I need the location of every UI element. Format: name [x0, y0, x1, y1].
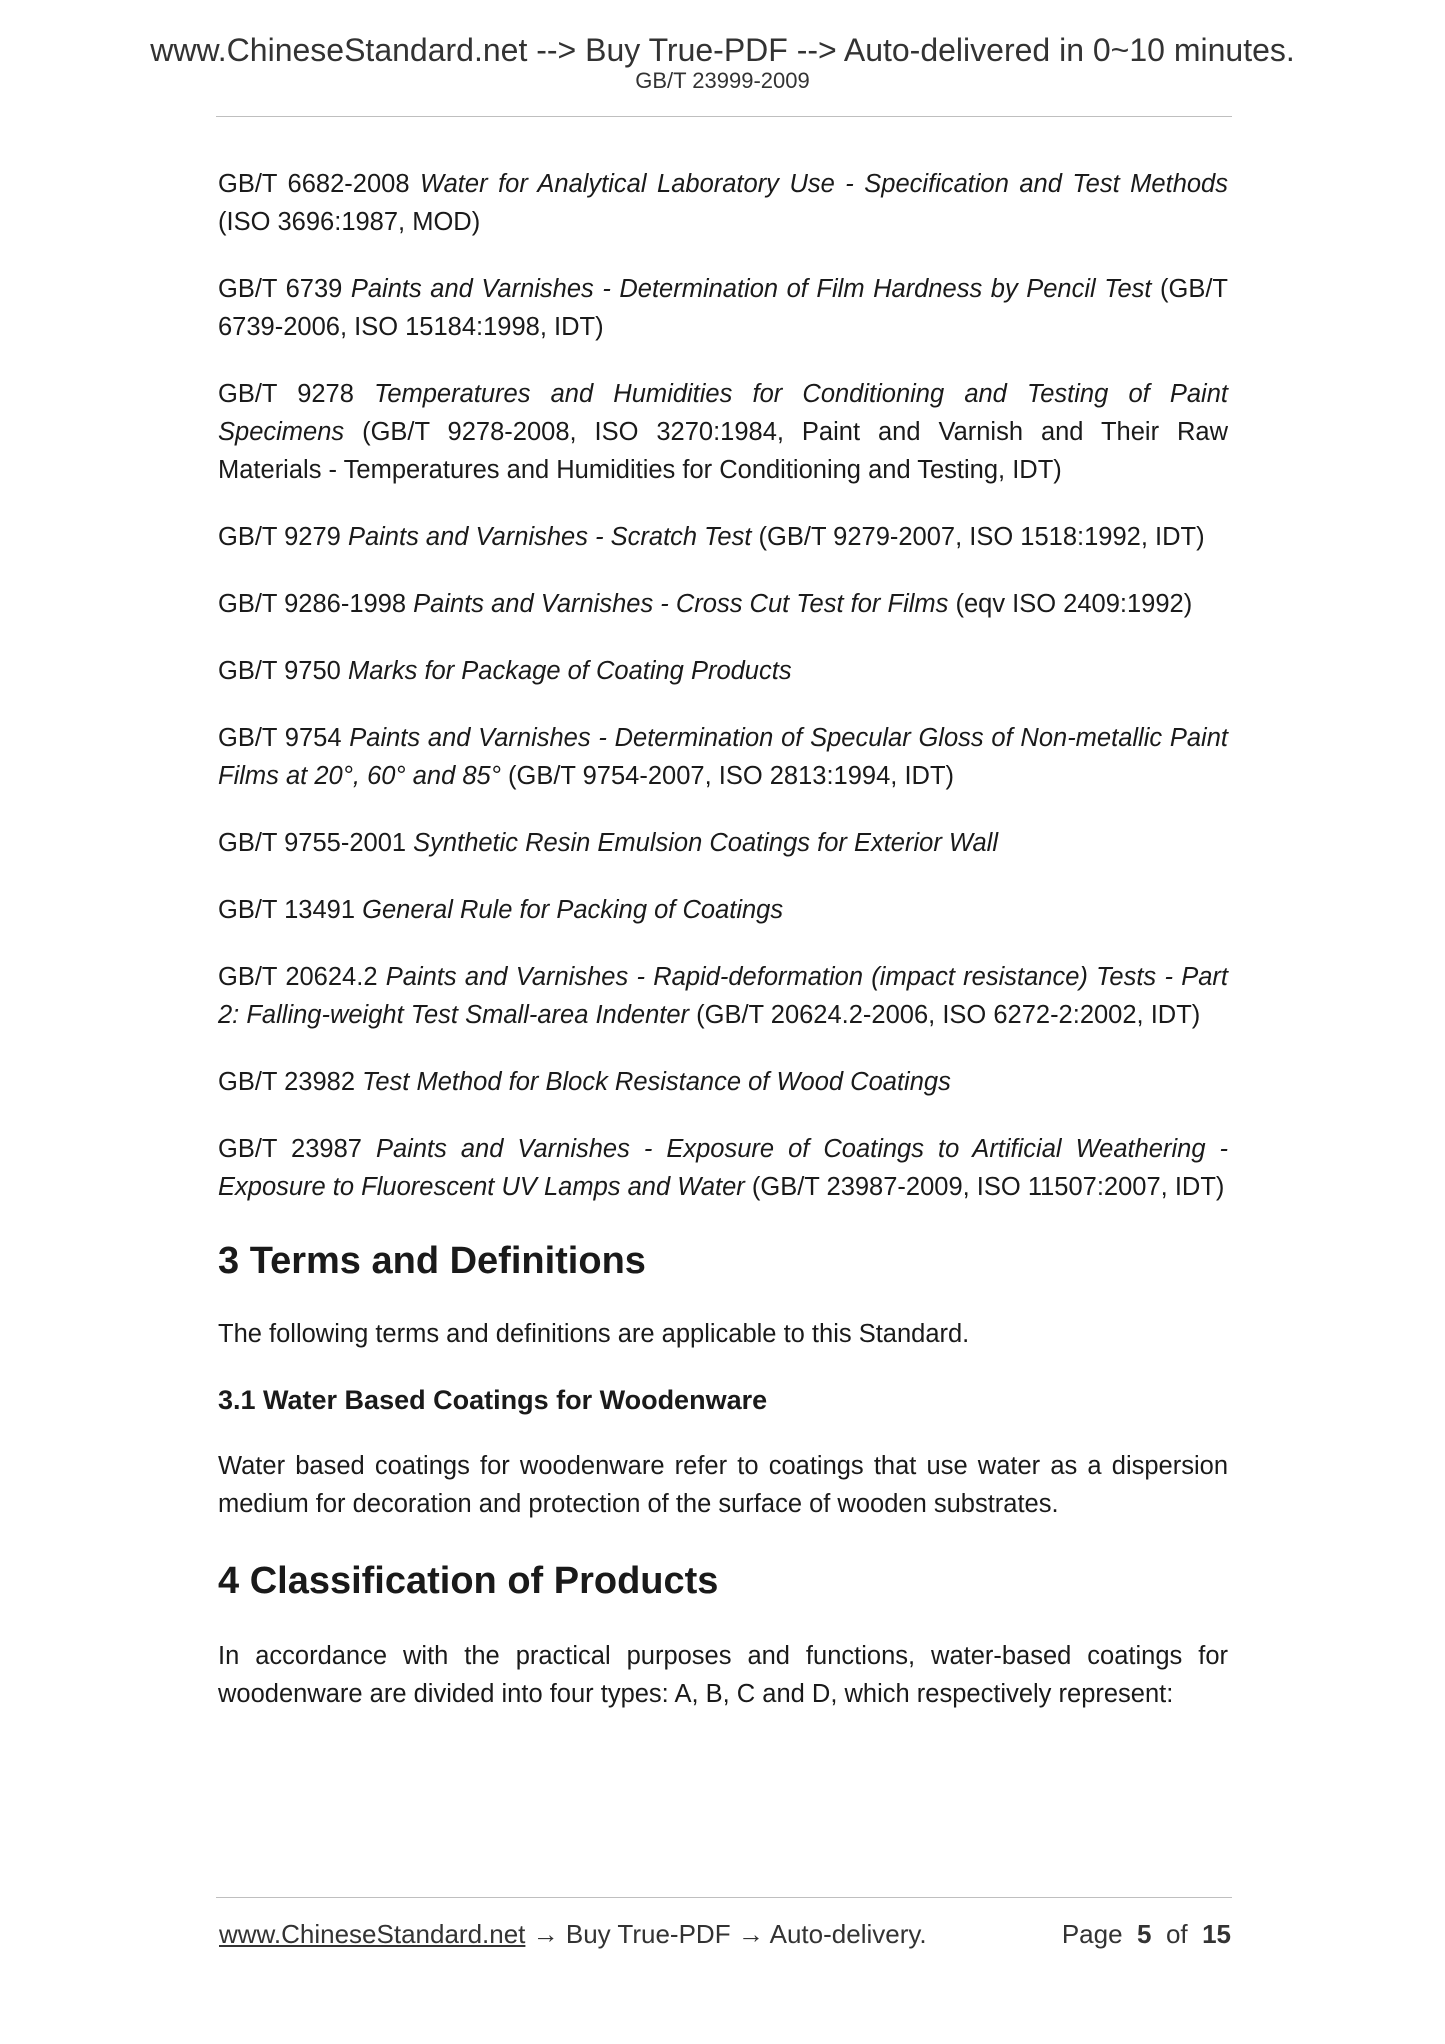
- reference-item: GB/T 9286-1998 Paints and Varnishes - Cross Cut Test for Films (eqv ISO 2409:1992): [218, 590, 1193, 618]
- page-content: [218, 165, 1228, 1713]
- reference-item: GB/T 6739 Paints and Varnishes - Determination of Film Hardness by Pencil Test (GB/T 6739-2006, ISO 15184:1998, IDT): [218, 275, 1229, 341]
- section-4-text: In accordance with the practical purposes and functions, water-based coatings for woodenware are divided into four types: A, B, C and D, which respectively represent:: [218, 1642, 1228, 1708]
- reference-item: GB/T 9755-2001 Synthetic Resin Emulsion Coatings for Exterior Wall: [218, 829, 999, 857]
- standard-code: GB/T 23999-2009: [635, 68, 810, 93]
- footer-buy-text: Buy True-PDF: [565, 1919, 731, 1949]
- header-divider: [216, 116, 1232, 117]
- reference-item: GB/T 6682-2008 Water for Analytical Laboratory Use - Specification and Test Methods (ISO 3696:1987, MOD): [218, 170, 1228, 236]
- arrow-icon: →: [737, 1919, 764, 1949]
- reference-item: GB/T 9750 Marks for Package of Coating Products: [218, 657, 792, 685]
- section-3-1-text: Water based coatings for woodenware refer to coatings that use water as a dispersion medium for decoration and protection of the surface of wooden substrates.: [218, 1452, 1228, 1518]
- section-3-1-heading: 3.1 Water Based Coatings for Woodenware: [218, 1385, 768, 1415]
- footer-site-link[interactable]: www.ChineseStandard.net: [219, 1919, 526, 1949]
- arrow-icon: →: [532, 1919, 559, 1949]
- reference-item: GB/T 23982 Test Method for Block Resistance of Wood Coatings: [218, 1068, 951, 1096]
- reference-item: GB/T 9279 Paints and Varnishes - Scratch Test (GB/T 9279-2007, ISO 1518:1992, IDT): [218, 523, 1205, 551]
- page-footer: [219, 1917, 1231, 1951]
- section-4-heading: 4 Classification of Products: [218, 1560, 719, 1602]
- reference-item: GB/T 13491 General Rule for Packing of Coatings: [218, 896, 784, 924]
- reference-item: GB/T 20624.2 Paints and Varnishes - Rapid-deformation (impact resistance) Tests - Part 2: Falling-weight Test Small-area Indenter (GB/T 20624.2-2006, ISO 6272-2:2002, IDT): [218, 963, 1228, 1029]
- footer-delivery-text: Auto-delivery.: [769, 1919, 927, 1949]
- site-banner: www.ChineseStandard.net --> Buy True-PDF --> Auto-delivered in 0~10 minutes.: [150, 32, 1295, 68]
- footer-divider: [216, 1897, 1232, 1898]
- section-3-intro: The following terms and definitions are applicable to this Standard.: [218, 1320, 970, 1348]
- page-number: Page 5 of 15: [1061, 1919, 1231, 1949]
- reference-item: GB/T 9278 Temperatures and Humidities for Conditioning and Testing of Paint Specimens (GB/T 9278-2008, ISO 3270:1984, Paint and Varnish and Their Raw Materials - Temperatures and Humidities for Conditioning and Testing, IDT): [218, 380, 1228, 484]
- reference-item: GB/T 23987 Paints and Varnishes - Exposure of Coatings to Artificial Weathering - Exposure to Fluorescent UV Lamps and Water (GB/T 23987-2009, ISO 11507:2007, IDT): [218, 1135, 1229, 1201]
- section-3-heading: 3 Terms and Definitions: [218, 1240, 646, 1282]
- reference-item: GB/T 9754 Paints and Varnishes - Determination of Specular Gloss of Non-metallic Paint Films at 20°, 60° and 85° (GB/T 9754-2007, ISO 2813:1994, IDT): [218, 724, 1228, 790]
